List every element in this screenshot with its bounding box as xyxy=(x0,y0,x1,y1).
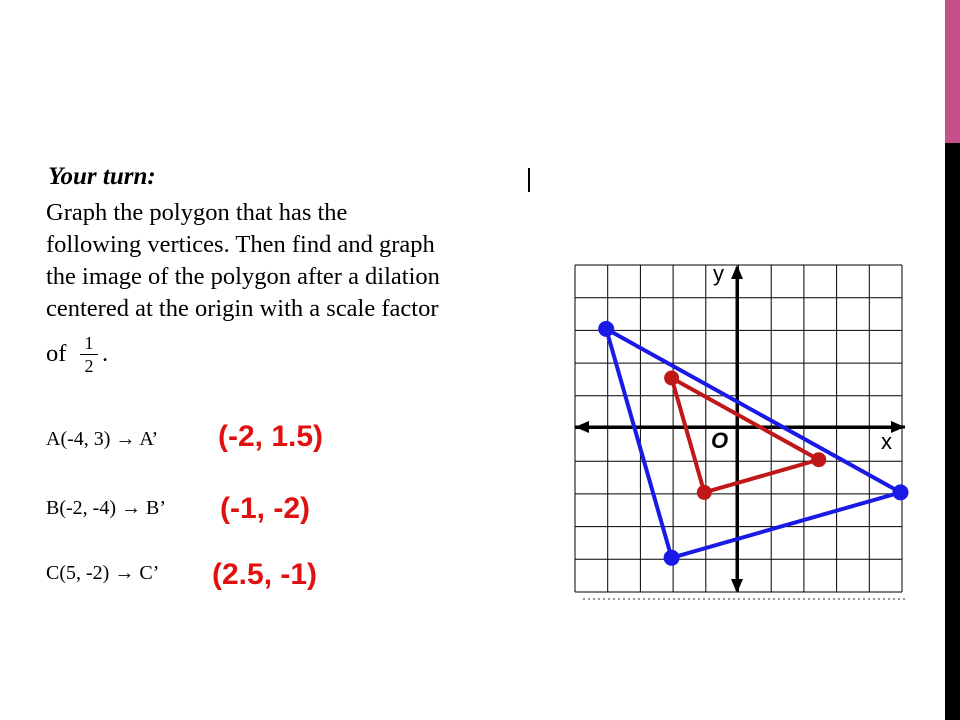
x-axis-label: x xyxy=(881,429,892,454)
dilated-polygon-vertex xyxy=(811,452,826,467)
instruction-line: the image of the polygon after a dilation xyxy=(46,263,440,290)
dilated-polygon-vertex xyxy=(664,370,679,385)
text-cursor xyxy=(528,168,530,192)
original-polygon-vertex xyxy=(664,550,680,566)
y-axis-arrow-down xyxy=(731,579,743,593)
fraction-denominator: 2 xyxy=(84,356,94,376)
original-polygon-vertex xyxy=(598,321,614,337)
scale-factor-suffix: . xyxy=(102,340,109,367)
instruction-line: Graph the polygon that has the xyxy=(46,199,348,226)
scale-factor-prefix: of xyxy=(46,340,67,367)
mapping-b-answer: (-1, -2) xyxy=(220,492,310,525)
slide-accent-bar xyxy=(945,0,960,143)
dilated-polygon-vertex xyxy=(697,485,712,500)
fraction-numerator: 1 xyxy=(80,332,98,355)
mapping-a-label: A(-4, 3) → A’ xyxy=(46,428,159,450)
mapping-a-answer: (-2, 1.5) xyxy=(218,420,324,453)
coordinate-graph xyxy=(565,255,915,610)
x-axis-arrow-right xyxy=(891,421,905,433)
original-polygon-vertex xyxy=(893,484,909,500)
slide-heading: Your turn: xyxy=(48,163,156,190)
y-axis-arrow-up xyxy=(731,265,743,279)
slide-side-bar xyxy=(945,0,960,720)
instruction-line: centered at the origin with a scale factor xyxy=(46,295,439,322)
mapping-c-label: C(5, -2) → C’ xyxy=(46,562,160,584)
mapping-b-label: B(-2, -4) → B’ xyxy=(46,497,166,519)
scale-factor-fraction xyxy=(80,332,98,377)
mapping-c-answer: (2.5, -1) xyxy=(212,558,318,591)
instructions-text xyxy=(46,197,526,325)
instruction-line: following vertices. Then find and graph xyxy=(46,231,435,258)
origin-label: O xyxy=(711,428,729,453)
y-axis-label: y xyxy=(713,261,724,286)
x-axis-arrow-left xyxy=(575,421,589,433)
